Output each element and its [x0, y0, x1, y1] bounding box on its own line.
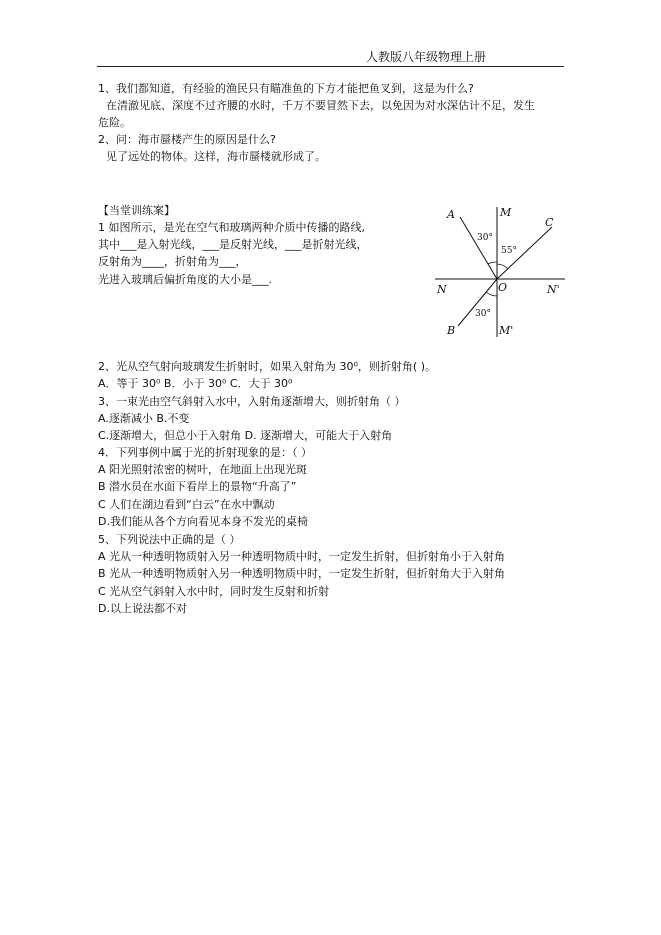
angle-arc-right [497, 264, 508, 269]
practice-q4-option-b: B 潜水员在水面下看岸上的景物“升高了” [98, 480, 297, 493]
practice-q3-options-ab: A.逐渐减小 B.不变 [98, 412, 190, 425]
practice-q5: 5、下列说法中正确的是（ ） [98, 533, 241, 546]
practice-q1-line4: 光进入玻璃后偏折角度的大小是___. [98, 273, 272, 286]
practice-q3: 3、一束光由空气斜射入水中，入射角逐渐增大，则折射角（ ） [98, 395, 406, 408]
angle-arc-bottom [486, 292, 497, 296]
intro-a1a: 在清澈见底、深度不过齐腰的水时，千万不要冒然下去，以免因为对水深估计不足，发生 [106, 99, 535, 112]
refraction-diagram [430, 202, 570, 342]
header-title: 人教版八年级物理上册 [366, 50, 487, 64]
label-b: B [447, 324, 456, 337]
practice-q2: 2、光从空气射向玻璃发生折射时，如果入射角为 30⁰，则折射角( )。 [98, 360, 436, 373]
practice-q5-option-c: C 光从空气斜射入水中时，同时发生反射和折射 [98, 585, 330, 598]
label-o: O [498, 281, 508, 294]
label-n-prime: N' [547, 283, 560, 296]
practice-q1-line3: 反射角为____，折射角为___， [98, 255, 247, 268]
practice-q4-option-a: A 阳光照射浓密的树叶，在地面上出现光斑 [98, 463, 308, 476]
angle-top-label: 30° [477, 233, 493, 243]
practice-q4-option-d: D.我们能从各个方向看见本身不发光的桌椅 [98, 515, 308, 528]
practice-q4-option-c: C 人们在湖边看到“白云”在水中飘动 [98, 498, 275, 511]
label-c: C [545, 216, 554, 229]
intro-a2: 见了远处的物体。这样，海市蜃楼就形成了。 [106, 150, 326, 163]
practice-q2-options: A．等于 30⁰ B．小于 30⁰ C．大于 30⁰ [98, 377, 293, 390]
angle-right-label: 55° [501, 246, 517, 256]
incident-ray-ao [460, 217, 497, 279]
practice-q1-line1: 1 如图所示，是光在空气和玻璃两种介质中传播的路线, [98, 221, 365, 234]
practice-q1-line2: 其中___是入射光线，___是反射光线，___是折射光线， [98, 238, 368, 251]
practice-q5-option-b: B 光从一种透明物质射入另一种透明物质中时，一定发生折射，但折射角大于入射角 [98, 567, 506, 580]
practice-heading: 【当堂训练案】 [98, 204, 175, 217]
practice-q5-option-a: A 光从一种透明物质射入另一种透明物质中时，一定发生折射，但折射角小于入射角 [98, 550, 506, 563]
label-a: A [447, 208, 455, 221]
intro-a1b: 危险。 [98, 116, 131, 129]
angle-bottom-label: 30° [475, 309, 491, 319]
practice-q4: 4．下列事例中属于光的折射现象的是：（ ） [98, 446, 312, 459]
label-n: N [437, 283, 447, 296]
intro-q1: 1、我们都知道，有经验的渔民只有瞄准鱼的下方才能把鱼叉到，这是为什么? [98, 82, 474, 95]
label-m-prime: M' [499, 324, 514, 337]
practice-q3-options-cd: C.逐渐增大，但总小于入射角 D. 逐渐增大，可能大于入射角 [98, 429, 393, 442]
intro-q2: 2、问：海市蜃楼产生的原因是什么? [98, 133, 276, 146]
header-rule [97, 66, 564, 67]
practice-q5-option-d: D.以上说法都不对 [98, 602, 187, 615]
angle-arc-top [488, 262, 497, 264]
label-m: M [500, 206, 512, 219]
